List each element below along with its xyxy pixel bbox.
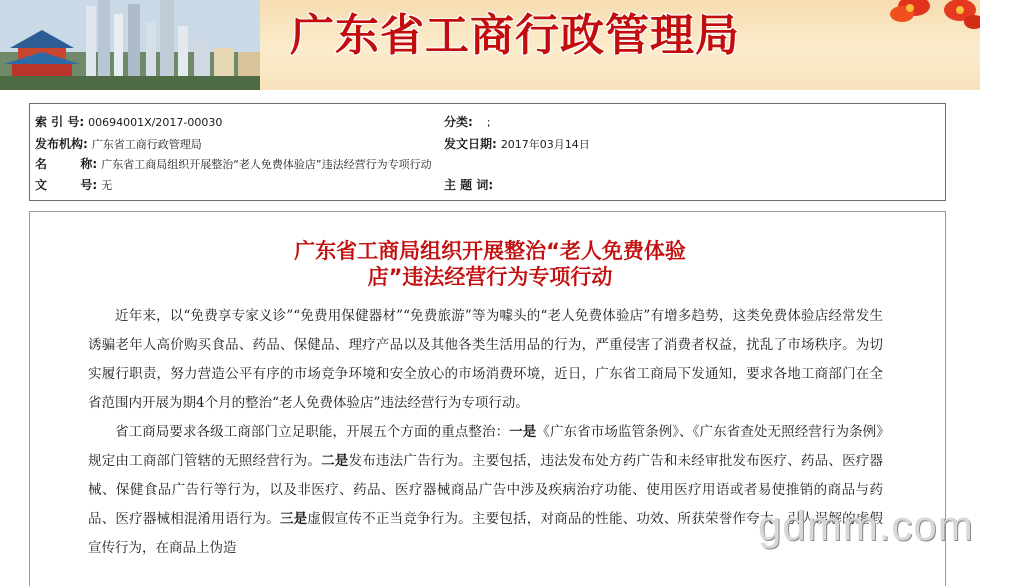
- point-1-text: 《广东省市场监管条例》、《广东省查处无照经营行为条例》规定由工商部门管辖的无照经营行为。: [88, 424, 884, 469]
- document-metadata-table: [29, 103, 946, 201]
- point-3-text: 虚假宣传不正当竞争行为。主要包括，对商品的性能、功效、所获荣誉作夸大、引人误解的虚假宣传行为，在商品上伪造: [88, 511, 884, 556]
- meta-subject-label: 主 题 词:: [444, 178, 494, 192]
- meta-index-value: 00694001X/2017-00030: [88, 116, 223, 129]
- meta-docno-label: 文 号:: [35, 178, 98, 192]
- meta-docno-row: [35, 175, 112, 195]
- meta-category-row: [444, 112, 491, 132]
- site-watermark: gdmm.com: [758, 502, 974, 549]
- point-1-marker: 一是: [509, 424, 537, 440]
- meta-date-value: 2017年03月14日: [500, 138, 590, 151]
- meta-name-label: 名 称:: [35, 157, 98, 171]
- meta-category-label: 分类:: [444, 115, 473, 129]
- meta-category-value: ;: [486, 116, 491, 129]
- meta-date-row: [444, 134, 590, 154]
- site-banner: [0, 0, 980, 90]
- meta-publisher-row: [35, 134, 202, 154]
- banner-title: 广东省工商行政管理局: [290, 10, 740, 61]
- paragraph-2-intro: 省工商局要求各级工商部门立足职能，开展五个方面的重点整治：: [115, 424, 510, 440]
- flower-decoration: [880, 0, 980, 40]
- article-title-line-1: 广东省工商局组织开展整治“老人免费体验: [294, 239, 686, 263]
- meta-subject-row: [444, 175, 497, 195]
- point-2-marker: 二是: [321, 453, 349, 469]
- point-3-marker: 三是: [279, 511, 308, 527]
- meta-docno-value: 无: [101, 179, 113, 192]
- meta-publisher-value: 广东省工商行政管理局: [91, 138, 202, 151]
- meta-index-row: [35, 112, 222, 132]
- city-skyline-illustration: [0, 0, 260, 90]
- meta-date-label: 发文日期:: [444, 137, 497, 151]
- article-title-line-2: 店”违法经营行为专项行动: [367, 265, 613, 289]
- meta-publisher-label: 发布机构:: [35, 137, 88, 151]
- meta-name-row: [35, 154, 432, 174]
- article-title: [220, 238, 760, 290]
- meta-index-label: 索 引 号:: [35, 115, 85, 129]
- meta-name-value: 广东省工商局组织开展整治“老人免费体验店”违法经营行为专项行动: [101, 158, 432, 171]
- point-2-text: 发布违法广告行为。主要包括，违法发布处方药广告和未经审批发布医疗、药品、医疗器械、保健食品广告行等行为，以及非医疗、药品、医疗器械商品广告中涉及疾病治疗功能、使用医疗用语或者易使推销的商品与药品、医疗器械相混淆用语行为。: [88, 453, 884, 527]
- article-paragraph-1: 近年来，以“免费享专家义诊”“免费用保健器材”“免费旅游”等为噱头的“老人免费体验店”有增多趋势，这类免费体验店经常发生诱骗老年人高价购买食品、药品、保健品、理疗产品以及其他各类生活用品的行为，严重侵害了消费者权益，扰乱了市场秩序。为切实履行职责，努力营造公平有序的市场竞争环境和安全放心的市场消费环境，近日，广东省工商局下发通知，要求各地工商部门在全省范围内开展为期4个月的整治“老人免费体验店”违法经营行为专项行动。: [88, 308, 883, 411]
